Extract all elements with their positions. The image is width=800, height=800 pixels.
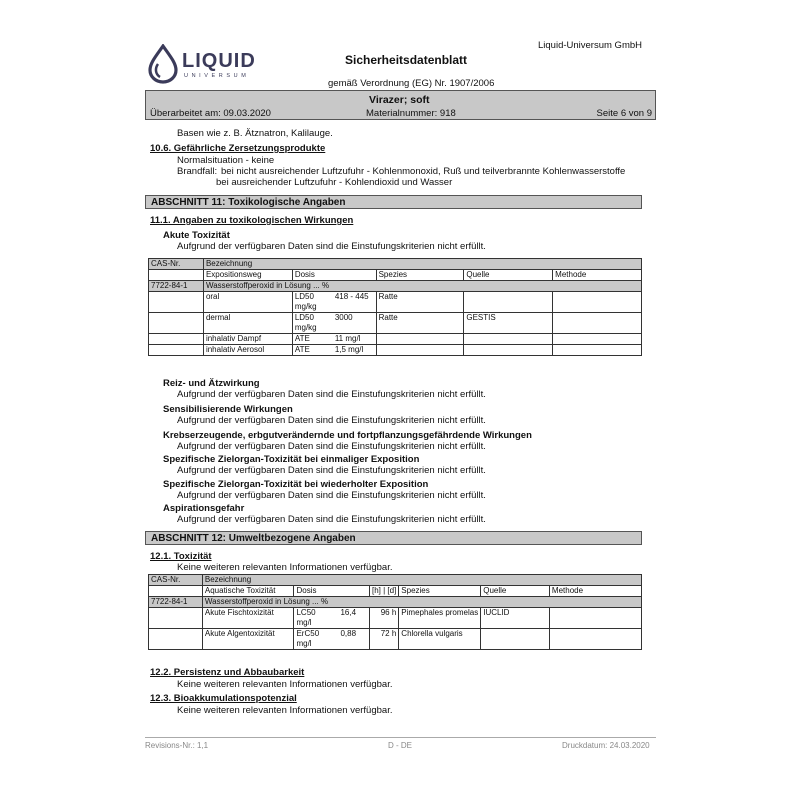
header-name: Bezeichnung [202,575,641,586]
header-dose: Dosis [292,270,376,281]
heading-12-2: 12.2. Persistenz und Abbaubarkeit [150,667,305,678]
dose-type: ErC50 [296,629,320,638]
revision-number: Revisions-Nr.: 1,1 [145,741,209,750]
tox-table [148,258,642,356]
time-cell: 72 h [369,629,398,650]
header-method: Methode [549,586,641,597]
header-cas: CAS-Nr. [149,575,203,586]
dose-unit: mg/kg [294,302,317,311]
logo-main-text: LIQUID [182,50,256,72]
material-number: Materialnummer: 918 [366,108,456,119]
table-row [149,586,642,597]
effect-text: Aufgrund der verfügbaren Daten sind die Einstufungskriterien nicht erfüllt. [177,490,486,501]
dose-cell [292,334,376,345]
dose-value: 418 - 445 [334,292,369,301]
company-name: Liquid-Universum GmbH [538,40,643,51]
substance-name: Wasserstoffperoxid in Lösung ... % [202,597,641,608]
fire-text-1: bei nicht ausreichender Luftzufuhr - Kohlenmonoxid, Ruß und teilverbrannte Kohlenwasserstoffe [221,166,626,177]
header-source: Quelle [464,270,553,281]
dose-unit: mg/l [296,639,312,648]
source-cell [464,345,553,356]
species-cell [376,345,464,356]
dose-type: ATE [294,334,310,343]
effect-text: Aufgrund der verfügbaren Daten sind die Einstufungskriterien nicht erfüllt. [177,441,486,452]
table-row [149,259,642,270]
dose-type: LD50 [294,313,314,322]
dose-cell [294,629,370,650]
dose-value: 1,5 mg/l [334,345,364,354]
effect-heading: Aspirationsgefahr [163,503,245,514]
product-header-bar [145,90,656,120]
dose-value: 11 mg/l [334,334,361,343]
table-row [149,629,642,650]
regulation-text: gemäß Verordnung (EG) Nr. 1907/2006 [328,78,495,89]
method-cell [553,345,642,356]
dose-value: 0,88 [340,629,357,638]
liquid-drop-icon [146,44,180,84]
dose-value: 16,4 [340,608,357,617]
section-12-title: ABSCHNITT 12: Umweltbezogene Angaben [145,531,642,545]
logo-sub-text: UNIVERSUM [184,73,250,79]
dose-cell [292,313,376,334]
aquatic-cell: Akute Fischtoxizität [202,608,294,629]
persistence-text: Keine weiteren relevanten Informationen verfügbar. [177,679,393,690]
dose-cell [294,608,370,629]
header-dose: Dosis [294,586,370,597]
dose-type: LC50 [296,608,316,617]
fire-label: Brandfall: [177,166,218,177]
bioaccumulation-text: Keine weiteren relevanten Informationen verfügbar. [177,705,393,716]
table-row [149,292,642,313]
effect-text: Aufgrund der verfügbaren Daten sind die Einstufungskriterien nicht erfüllt. [177,389,486,400]
method-cell [549,629,641,650]
effect-text: Aufgrund der verfügbaren Daten sind die Einstufungskriterien nicht erfüllt. [177,465,486,476]
section-11-title: ABSCHNITT 11: Toxikologische Angaben [145,195,642,209]
language-code: D - DE [388,741,412,750]
species-cell: Pimephales promelas [399,608,481,629]
header-time: [h] | [d] [369,586,398,597]
carryover-text: Basen wie z. B. Ätznatron, Kalilauge. [177,128,333,139]
page-number: Seite 6 von 9 [596,108,652,119]
route-cell: inhalativ Dampf [203,334,292,345]
method-cell [553,313,642,334]
heading-12-1: 12.1. Toxizität [150,551,212,562]
heading-10-6: 10.6. Gefährliche Zersetzungsprodukte [150,143,326,154]
heading-11-1: 11.1. Angaben zu toxikologischen Wirkungen [150,215,354,226]
table-row [149,334,642,345]
table-row [149,281,642,292]
species-cell: Ratte [376,313,464,334]
species-cell: Chlorella vulgaris [399,629,481,650]
product-name: Virazer; soft [369,94,430,106]
dose-unit: mg/kg [294,323,317,332]
revised-date: Überarbeitet am: 09.03.2020 [150,108,271,119]
table-row [149,597,642,608]
header-species: Spezies [376,270,464,281]
dose-unit: mg/l [296,618,312,627]
cas-number: 7722-84-1 [149,597,203,608]
source-cell [464,334,553,345]
acute-toxicity-heading: Akute Toxizität [163,230,230,241]
table-row [149,345,642,356]
effect-heading: Reiz- und Ätzwirkung [163,378,260,389]
effect-text: Aufgrund der verfügbaren Daten sind die Einstufungskriterien nicht erfüllt. [177,415,486,426]
header-name: Bezeichnung [203,259,641,270]
footer-divider [145,737,656,738]
company-logo [146,44,262,84]
method-cell [549,608,641,629]
dose-type: LD50 [294,292,314,301]
header-species: Spezies [399,586,481,597]
heading-12-3: 12.3. Bioakkumulationspotenzial [150,693,297,704]
aquatic-cell: Akute Algentoxizität [202,629,294,650]
time-cell: 96 h [369,608,398,629]
route-cell: inhalativ Aerosol [203,345,292,356]
header-route: Expositionsweg [203,270,292,281]
species-cell [376,334,464,345]
header-cas: CAS-Nr. [149,259,204,270]
effect-heading: Sensibilisierende Wirkungen [163,404,293,415]
dose-cell [292,345,376,356]
cas-number: 7722-84-1 [149,281,204,292]
substance-name: Wasserstoffperoxid in Lösung ... % [203,281,641,292]
header-aquatic: Aquatische Toxizität [202,586,294,597]
source-cell: GESTIS [464,313,553,334]
route-cell: dermal [203,313,292,334]
table-row [149,608,642,629]
header-method: Methode [553,270,642,281]
dose-cell [292,292,376,313]
document-title: Sicherheitsdatenblatt [345,53,468,67]
effect-heading: Spezifische Zielorgan-Toxizität bei wiederholter Exposition [163,479,429,490]
species-cell: Ratte [376,292,464,313]
source-cell [481,629,550,650]
effect-text: Aufgrund der verfügbaren Daten sind die Einstufungskriterien nicht erfüllt. [177,514,486,525]
source-cell [464,292,553,313]
source-cell: IUCLID [481,608,550,629]
fire-text-2: bei ausreichender Luftzufuhr - Kohlendioxid und Wasser [216,177,453,188]
dose-type: ATE [294,345,310,354]
normal-situation-text: Normalsituation - keine [177,155,275,166]
header-source: Quelle [481,586,550,597]
dose-value: 3000 [334,313,353,322]
acute-toxicity-text: Aufgrund der verfügbaren Daten sind die Einstufungskriterien nicht erfüllt. [177,241,486,252]
print-date: Druckdatum: 24.03.2020 [562,741,650,750]
toxicity-text: Keine weiteren relevanten Informationen verfügbar. [177,562,393,573]
route-cell: oral [203,292,292,313]
table-row [149,575,642,586]
table-row [149,313,642,334]
effect-heading: Krebserzeugende, erbgutverändernde und fortpflanzungsgefährdende Wirkungen [163,430,532,441]
method-cell [553,292,642,313]
method-cell [553,334,642,345]
effect-heading: Spezifische Zielorgan-Toxizität bei einmaliger Exposition [163,454,420,465]
table-row [149,270,642,281]
eco-table [148,574,642,650]
